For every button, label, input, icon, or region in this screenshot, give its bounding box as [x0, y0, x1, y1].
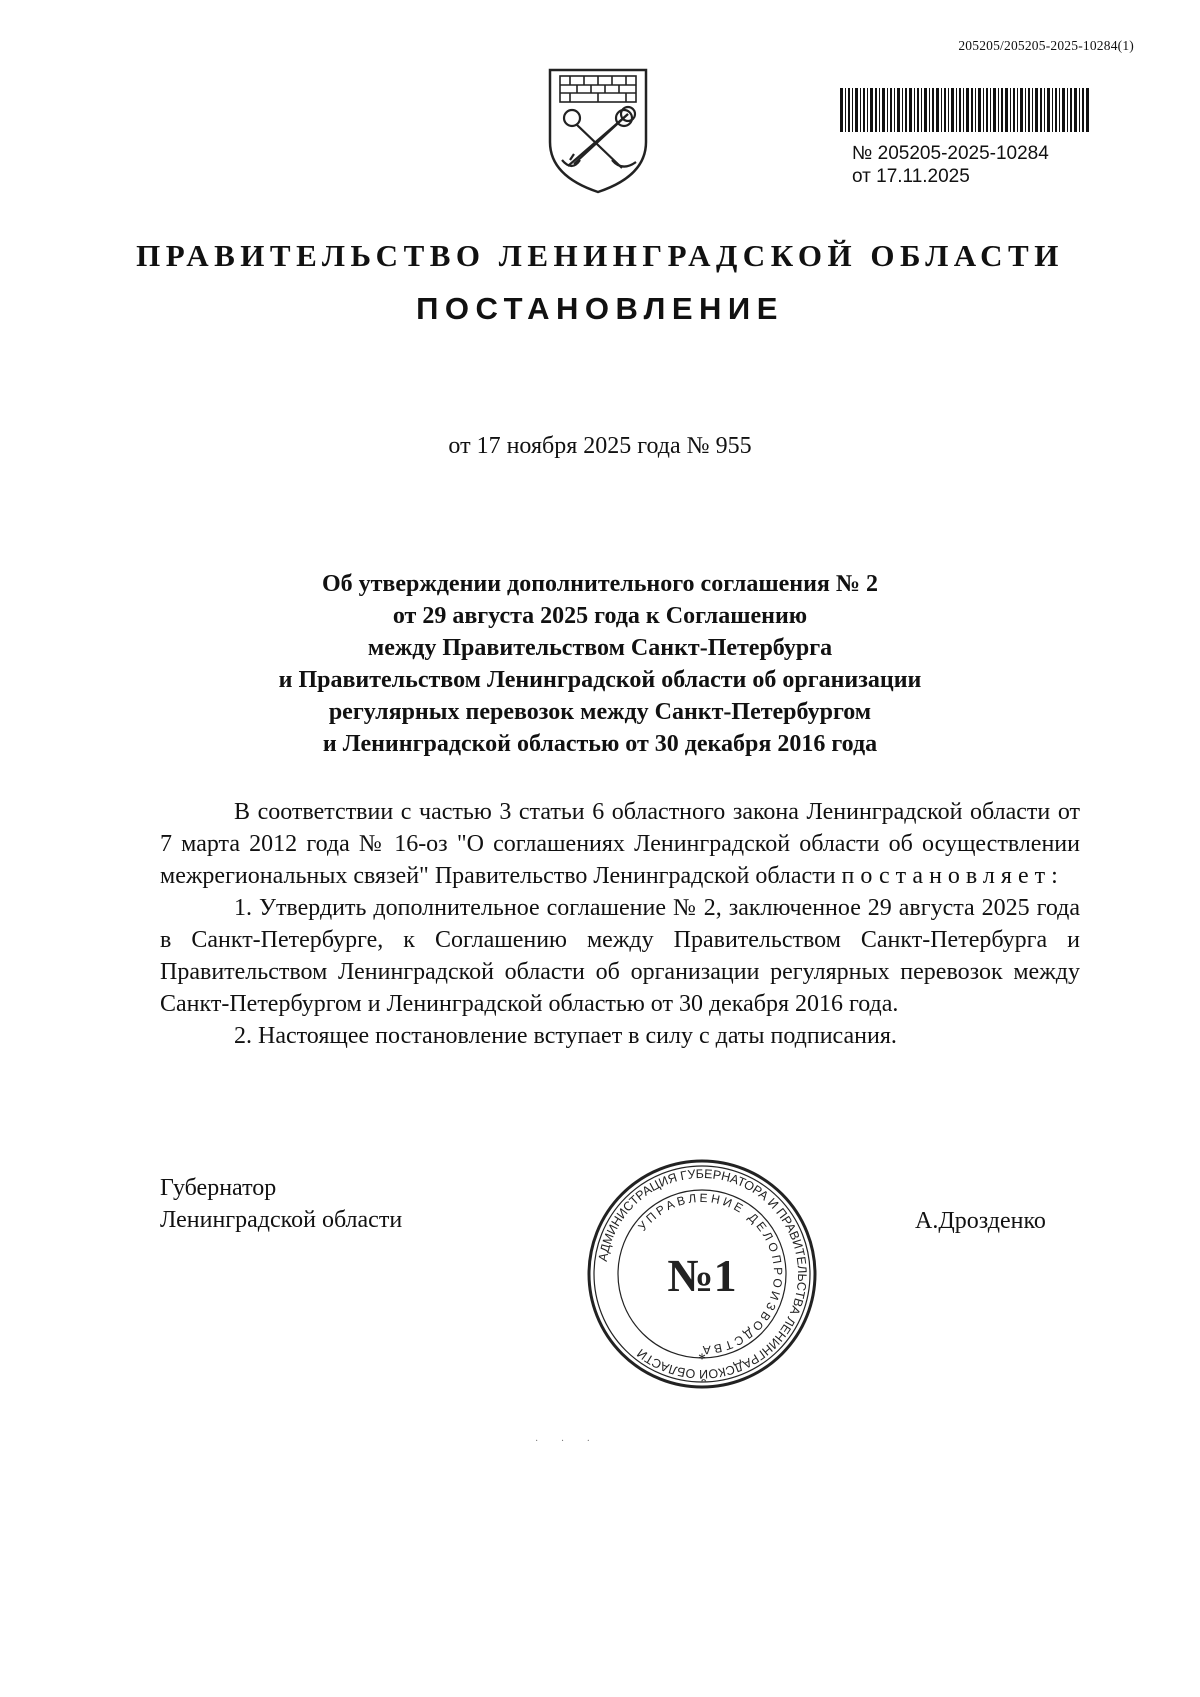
resolves-word: постановляет:	[841, 863, 1064, 889]
subject-line: и Правительством Ленинградской области об организации	[278, 667, 922, 693]
signer-title	[160, 1172, 402, 1236]
signer-name: А.Дрозденко	[915, 1208, 1046, 1234]
document-date-number: от 17 ноября 2025 года № 955	[448, 433, 752, 459]
document-body	[160, 796, 1080, 1052]
stamp-star-icon: *	[698, 1351, 706, 1368]
document-type: ПОСТАНОВЛЕНИЕ	[416, 291, 784, 326]
preamble-paragraph	[160, 796, 1080, 892]
scan-dots: · · ·	[535, 1436, 600, 1447]
stamp-outer-text: АДМИНИСТРАЦИЯ ГУБЕРНАТОРА И ПРАВИТЕЛЬСТВА ЛЕНИНГРАДСКОЙ ОБЛАСТИ	[595, 1166, 810, 1382]
preamble-text: В соответствии с частью 3 статьи 6 областного закона Ленинградской области от 7 марта 2012 года № 16-оз "О соглашениях Ленинградской области об осуществлении межрегиональных связей" Правительство Ленинградской области	[160, 799, 1080, 889]
registration-number: № 205205-2025-10284	[852, 143, 1049, 164]
barcode-icon	[840, 88, 1090, 132]
item-1-paragraph: 1. Утвердить дополнительное соглашение № 2, заключенное 29 августа 2025 года в Санкт-Петербурге, к Соглашению между Правительством Санкт-Петербурга и Правительством Ленинградской области об организации регулярных перевозок между Санкт-Петербургом и Ленинградской областью от 30 декабря 2016 года.	[160, 895, 1080, 1017]
signer-title-line: Ленинградской области	[160, 1207, 403, 1233]
item-2-paragraph: 2. Настоящее постановление вступает в силу с даты подписания.	[234, 1023, 897, 1049]
subject-line: от 29 августа 2025 года к Соглашению	[392, 603, 808, 629]
stamp-inner-text: УПРАВЛЕНИЕ ДЕЛОПРОИЗВОДСТВА	[635, 1190, 786, 1358]
subject-line: и Ленинградской областью от 30 декабря 2016 года	[322, 731, 878, 757]
registration-block	[852, 142, 1049, 188]
subject-line: регулярных перевозок между Санкт-Петербургом	[328, 699, 872, 725]
government-title: ПРАВИТЕЛЬСТВО ЛЕНИНГРАДСКОЙ ОБЛАСТИ	[136, 238, 1064, 273]
official-stamp	[586, 1158, 818, 1390]
document-id: 205205/205205-2025-10284(1)	[958, 38, 1134, 53]
subject-line: между Правительством Санкт-Петербурга	[367, 635, 833, 661]
document-subject	[150, 568, 1050, 760]
registration-date: от 17.11.2025	[852, 166, 970, 187]
signer-title-line: Губернатор	[160, 1175, 277, 1201]
leningrad-oblast-coat-of-arms-icon	[544, 64, 652, 196]
stamp-center-number: №1	[667, 1250, 737, 1301]
subject-line: Об утверждении дополнительного соглашения № 2	[321, 571, 879, 597]
